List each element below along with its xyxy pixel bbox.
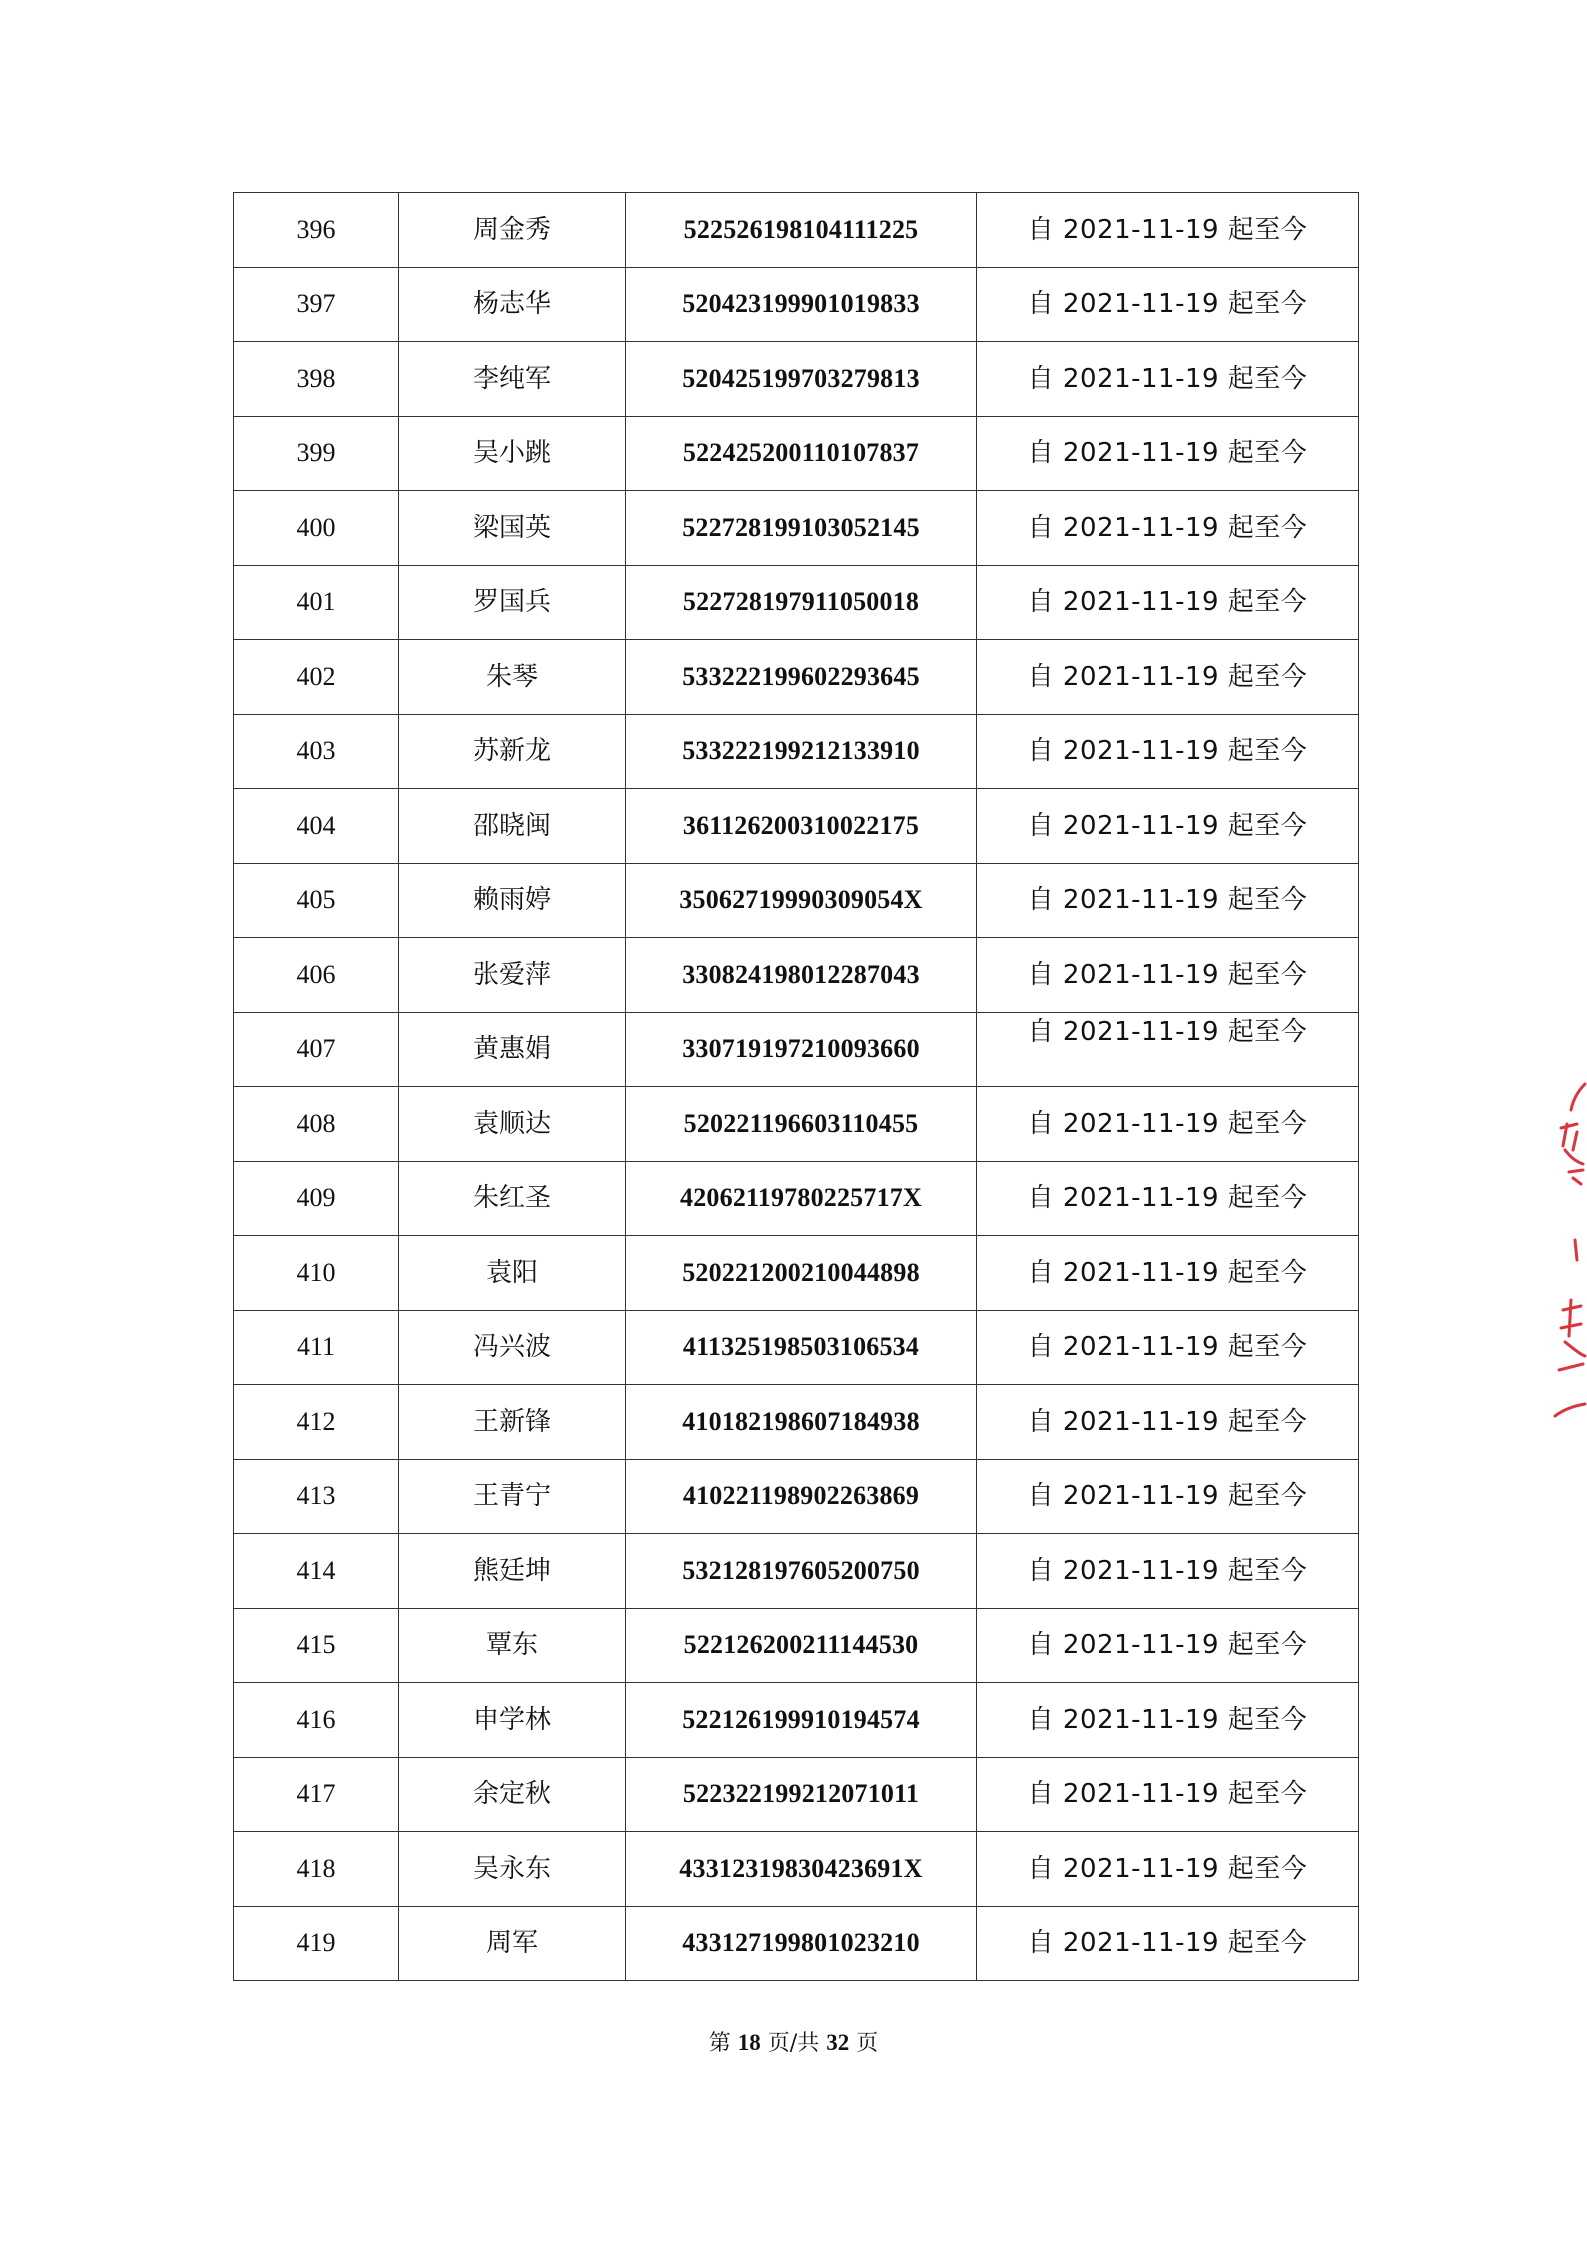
- period-cell: [977, 1310, 1359, 1385]
- name-cell-text: 王新锋: [472, 1406, 551, 1437]
- row-number-cell-text: 416: [296, 1704, 336, 1734]
- period-cell-text: 自 2021-11-19 起至今: [1027, 438, 1308, 469]
- id-number-cell-text: 520425199703279813: [682, 363, 920, 393]
- period-cell-text: 自 2021-11-19 起至今: [1027, 1183, 1308, 1214]
- row-number-cell-text: 397: [296, 289, 336, 319]
- row-number-cell: [234, 938, 399, 1013]
- page-footer-prefix: 第: [708, 2031, 731, 2056]
- name-cell: [399, 1161, 626, 1236]
- id-number-cell: [626, 1385, 977, 1460]
- id-number-cell: [626, 789, 977, 864]
- id-number-cell: [626, 491, 977, 566]
- roster-sheet: [233, 192, 1356, 1981]
- id-number-cell-text: 35062719990309054X: [679, 885, 923, 915]
- id-number-cell: [626, 193, 977, 268]
- table-row: [234, 640, 1359, 715]
- row-number-cell-text: 405: [296, 885, 336, 915]
- name-cell: [399, 789, 626, 864]
- period-cell-text: 自 2021-11-19 起至今: [1027, 959, 1308, 990]
- table-row: [234, 267, 1359, 342]
- table-row: [234, 193, 1359, 268]
- name-cell-text: 吴永东: [472, 1853, 551, 1884]
- id-number-cell: [626, 1459, 977, 1534]
- name-cell-text: 罗国兵: [472, 587, 551, 618]
- name-cell: [399, 1534, 626, 1609]
- id-number-cell-text: 520221200210044898: [682, 1257, 920, 1287]
- period-cell: [977, 267, 1359, 342]
- name-cell-text: 袁阳: [485, 1257, 538, 1288]
- table-row: [234, 1534, 1359, 1609]
- row-number-cell: [234, 1087, 399, 1162]
- name-cell: [399, 1608, 626, 1683]
- period-cell-text: 自 2021-11-19 起至今: [1027, 512, 1308, 543]
- current-page-number: 18: [737, 2030, 761, 2055]
- row-number-cell: [234, 789, 399, 864]
- name-cell: [399, 714, 626, 789]
- table-row: [234, 491, 1359, 566]
- table-row: [234, 1310, 1359, 1385]
- name-cell: [399, 1236, 626, 1311]
- table-row: [234, 1608, 1359, 1683]
- page-footer-suffix: 页: [856, 2031, 879, 2056]
- name-cell: [399, 491, 626, 566]
- id-number-cell-text: 330719197210093660: [682, 1034, 920, 1064]
- period-cell: [977, 1608, 1359, 1683]
- row-number-cell: [234, 1757, 399, 1832]
- period-cell: [977, 491, 1359, 566]
- roster-table: [233, 192, 1359, 1981]
- name-cell-text: 赖雨婷: [472, 885, 551, 916]
- name-cell-text: 梁国英: [472, 512, 551, 543]
- table-row: [234, 714, 1359, 789]
- period-cell: [977, 1385, 1359, 1460]
- row-number-cell: [234, 1832, 399, 1907]
- row-number-cell: [234, 1236, 399, 1311]
- id-number-cell-text: 522526198104111225: [683, 214, 919, 244]
- id-number-cell: [626, 1534, 977, 1609]
- row-number-cell-text: 410: [296, 1257, 336, 1287]
- id-number-cell-text: 522126200211144530: [683, 1630, 919, 1660]
- row-number-cell: [234, 193, 399, 268]
- row-number-cell: [234, 565, 399, 640]
- period-cell: [977, 863, 1359, 938]
- table-row: [234, 1385, 1359, 1460]
- official-seal-fragment: [1547, 1080, 1587, 1440]
- period-cell: [977, 193, 1359, 268]
- row-number-cell: [234, 1012, 399, 1087]
- table-row: [234, 416, 1359, 491]
- table-row: [234, 1906, 1359, 1981]
- row-number-cell: [234, 1683, 399, 1758]
- id-number-cell-text: 533222199602293645: [682, 661, 920, 691]
- period-cell: [977, 565, 1359, 640]
- row-number-cell-text: 396: [296, 214, 336, 244]
- name-cell-text: 朱红圣: [472, 1183, 551, 1214]
- id-number-cell-text: 433127199801023210: [682, 1928, 920, 1958]
- name-cell-text: 杨志华: [472, 289, 551, 320]
- name-cell-text: 熊廷坤: [472, 1555, 551, 1586]
- id-number-cell-text: 522425200110107837: [682, 438, 920, 468]
- name-cell-text: 周金秀: [472, 214, 551, 245]
- period-cell: [977, 1534, 1359, 1609]
- row-number-cell: [234, 1310, 399, 1385]
- table-row: [234, 1236, 1359, 1311]
- name-cell: [399, 1906, 626, 1981]
- row-number-cell-text: 407: [296, 1034, 336, 1064]
- period-cell: [977, 1459, 1359, 1534]
- id-number-cell-text: 410182198607184938: [682, 1406, 920, 1436]
- row-number-cell-text: 398: [296, 363, 336, 393]
- row-number-cell-text: 399: [296, 438, 336, 468]
- id-number-cell-text: 520423199901019833: [682, 289, 920, 319]
- row-number-cell: [234, 1534, 399, 1609]
- id-number-cell: [626, 1832, 977, 1907]
- name-cell: [399, 640, 626, 715]
- table-row: [234, 1459, 1359, 1534]
- row-number-cell: [234, 863, 399, 938]
- period-cell-text: 自 2021-11-19 起至今: [1027, 810, 1308, 841]
- row-number-cell-text: 418: [296, 1853, 336, 1883]
- row-number-cell-text: 408: [296, 1108, 336, 1138]
- row-number-cell: [234, 491, 399, 566]
- period-cell: [977, 640, 1359, 715]
- table-row: [234, 863, 1359, 938]
- id-number-cell-text: 533222199212133910: [682, 736, 920, 766]
- period-cell-text: 自 2021-11-19 起至今: [1027, 587, 1308, 618]
- id-number-cell: [626, 640, 977, 715]
- id-number-cell: [626, 342, 977, 417]
- id-number-cell: [626, 1087, 977, 1162]
- row-number-cell: [234, 1608, 399, 1683]
- period-cell-text: 自 2021-11-19 起至今: [1027, 885, 1308, 916]
- name-cell-text: 邵晓闽: [472, 810, 551, 841]
- id-number-cell: [626, 1906, 977, 1981]
- name-cell-text: 李纯军: [472, 363, 551, 394]
- row-number-cell-text: 400: [296, 512, 336, 542]
- period-cell: [977, 416, 1359, 491]
- period-cell-text: 自 2021-11-19 起至今: [1027, 1481, 1308, 1512]
- name-cell-text: 苏新龙: [472, 736, 551, 767]
- name-cell-text: 张爱萍: [472, 959, 551, 990]
- row-number-cell-text: 413: [296, 1481, 336, 1511]
- row-number-cell-text: 402: [296, 661, 336, 691]
- period-cell-text: 自 2021-11-19 起至今: [1027, 363, 1308, 394]
- period-cell: [977, 789, 1359, 864]
- table-row: [234, 1832, 1359, 1907]
- row-number-cell-text: 415: [296, 1630, 336, 1660]
- id-number-cell: [626, 565, 977, 640]
- row-number-cell-text: 404: [296, 810, 336, 840]
- period-cell: [977, 1906, 1359, 1981]
- name-cell: [399, 1385, 626, 1460]
- table-row: [234, 565, 1359, 640]
- period-cell-text: 自 2021-11-19 起至今: [1027, 214, 1308, 245]
- name-cell: [399, 1087, 626, 1162]
- row-number-cell-text: 401: [296, 587, 336, 617]
- row-number-cell-text: 419: [296, 1928, 336, 1958]
- table-row: [234, 938, 1359, 1013]
- name-cell: [399, 1832, 626, 1907]
- page-footer: [0, 2026, 1587, 2057]
- period-cell: [977, 1236, 1359, 1311]
- id-number-cell-text: 43312319830423691X: [679, 1853, 923, 1883]
- name-cell-text: 冯兴波: [472, 1332, 551, 1363]
- table-row: [234, 1683, 1359, 1758]
- row-number-cell: [234, 342, 399, 417]
- period-cell: [977, 1087, 1359, 1162]
- id-number-cell-text: 361126200310022175: [682, 810, 920, 840]
- row-number-cell: [234, 267, 399, 342]
- period-cell-text: 自 2021-11-19 起至今: [1027, 736, 1308, 767]
- id-number-cell: [626, 1236, 977, 1311]
- table-row: [234, 1161, 1359, 1236]
- name-cell: [399, 863, 626, 938]
- name-cell-text: 王青宁: [472, 1481, 551, 1512]
- name-cell-text: 周军: [485, 1928, 538, 1959]
- id-number-cell: [626, 863, 977, 938]
- period-cell-text: 自 2021-11-19 起至今: [1027, 1016, 1308, 1047]
- name-cell: [399, 565, 626, 640]
- id-number-cell: [626, 416, 977, 491]
- name-cell-text: 黄惠娟: [472, 1034, 551, 1065]
- period-cell: [977, 1012, 1359, 1087]
- id-number-cell: [626, 1757, 977, 1832]
- row-number-cell-text: 409: [296, 1183, 336, 1213]
- period-cell-text: 自 2021-11-19 起至今: [1027, 1257, 1308, 1288]
- id-number-cell-text: 410221198902263869: [682, 1481, 920, 1511]
- period-cell: [977, 938, 1359, 1013]
- id-number-cell-text: 42062119780225717X: [680, 1183, 922, 1213]
- table-row: [234, 342, 1359, 417]
- name-cell: [399, 1459, 626, 1534]
- name-cell-text: 申学林: [472, 1704, 551, 1735]
- period-cell-text: 自 2021-11-19 起至今: [1027, 289, 1308, 320]
- name-cell-text: 覃东: [485, 1630, 538, 1661]
- id-number-cell-text: 532128197605200750: [682, 1555, 920, 1585]
- id-number-cell-text: 330824198012287043: [682, 959, 920, 989]
- row-number-cell-text: 403: [296, 736, 336, 766]
- name-cell-text: 朱琴: [485, 661, 538, 692]
- period-cell-text: 自 2021-11-19 起至今: [1027, 1928, 1308, 1959]
- name-cell: [399, 1757, 626, 1832]
- name-cell: [399, 416, 626, 491]
- period-cell-text: 自 2021-11-19 起至今: [1027, 1779, 1308, 1810]
- id-number-cell: [626, 1161, 977, 1236]
- name-cell-text: 吴小跳: [472, 438, 551, 469]
- name-cell: [399, 342, 626, 417]
- name-cell: [399, 193, 626, 268]
- period-cell-text: 自 2021-11-19 起至今: [1027, 661, 1308, 692]
- id-number-cell: [626, 1608, 977, 1683]
- table-row: [234, 1757, 1359, 1832]
- row-number-cell-text: 417: [296, 1779, 336, 1809]
- row-number-cell: [234, 1906, 399, 1981]
- name-cell: [399, 1012, 626, 1087]
- period-cell-text: 自 2021-11-19 起至今: [1027, 1555, 1308, 1586]
- row-number-cell-text: 411: [296, 1332, 336, 1362]
- period-cell-text: 自 2021-11-19 起至今: [1027, 1108, 1308, 1139]
- period-cell: [977, 1161, 1359, 1236]
- row-number-cell-text: 406: [296, 959, 336, 989]
- row-number-cell: [234, 1161, 399, 1236]
- id-number-cell: [626, 1310, 977, 1385]
- id-number-cell: [626, 1012, 977, 1087]
- id-number-cell: [626, 267, 977, 342]
- period-cell: [977, 1757, 1359, 1832]
- id-number-cell-text: 522728199103052145: [682, 512, 920, 542]
- period-cell-text: 自 2021-11-19 起至今: [1027, 1704, 1308, 1735]
- id-number-cell-text: 520221196603110455: [683, 1108, 919, 1138]
- name-cell: [399, 267, 626, 342]
- row-number-cell: [234, 1459, 399, 1534]
- name-cell-text: 余定秋: [472, 1779, 551, 1810]
- id-number-cell-text: 522322199212071011: [682, 1779, 920, 1809]
- table-row: [234, 1087, 1359, 1162]
- period-cell: [977, 342, 1359, 417]
- id-number-cell-text: 522728197911050018: [682, 587, 920, 617]
- period-cell: [977, 1683, 1359, 1758]
- row-number-cell: [234, 1385, 399, 1460]
- period-cell-text: 自 2021-11-19 起至今: [1027, 1406, 1308, 1437]
- id-number-cell: [626, 938, 977, 1013]
- row-number-cell: [234, 714, 399, 789]
- name-cell: [399, 1310, 626, 1385]
- row-number-cell-text: 412: [296, 1406, 336, 1436]
- name-cell: [399, 1683, 626, 1758]
- row-number-cell: [234, 416, 399, 491]
- id-number-cell: [626, 1683, 977, 1758]
- name-cell-text: 袁顺达: [472, 1108, 551, 1139]
- period-cell: [977, 1832, 1359, 1907]
- id-number-cell: [626, 714, 977, 789]
- row-number-cell: [234, 640, 399, 715]
- name-cell: [399, 938, 626, 1013]
- table-row: [234, 1012, 1359, 1087]
- period-cell: [977, 714, 1359, 789]
- period-cell-text: 自 2021-11-19 起至今: [1027, 1630, 1308, 1661]
- id-number-cell-text: 411325198503106534: [682, 1332, 920, 1362]
- roster-table-body: [234, 193, 1359, 1981]
- id-number-cell-text: 522126199910194574: [682, 1704, 920, 1734]
- total-page-count: 32: [826, 2030, 850, 2055]
- table-row: [234, 789, 1359, 864]
- period-cell-text: 自 2021-11-19 起至今: [1027, 1332, 1308, 1363]
- period-cell-text: 自 2021-11-19 起至今: [1027, 1853, 1308, 1884]
- row-number-cell-text: 414: [296, 1555, 336, 1585]
- page-footer-middle: 页/共: [767, 2031, 820, 2056]
